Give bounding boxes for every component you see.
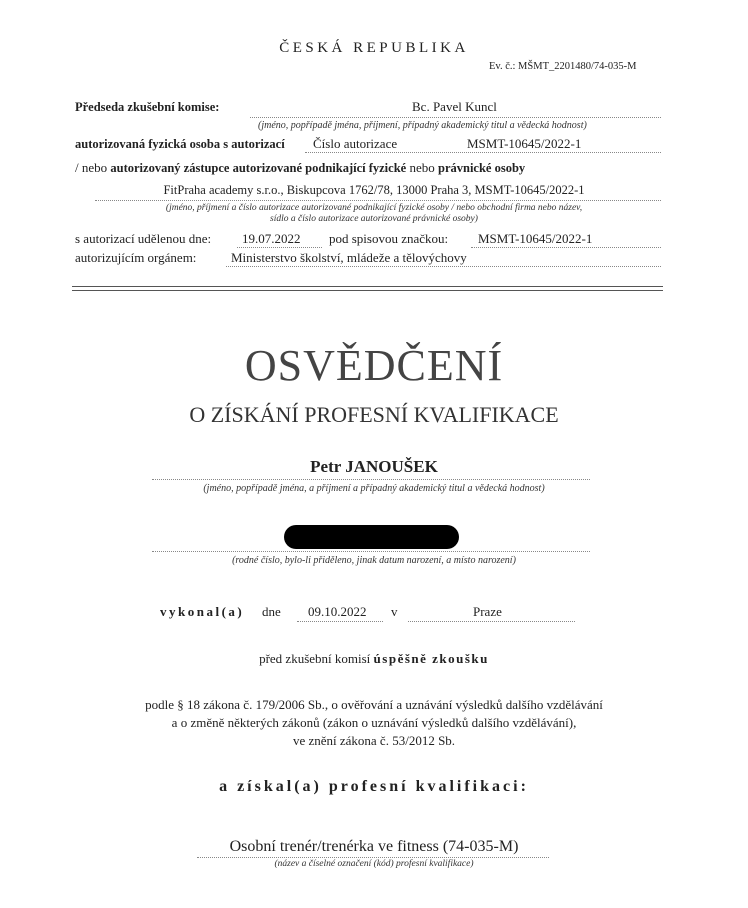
country-heading: ČESKÁ REPUBLIKA xyxy=(279,40,469,56)
committee-exam-text xyxy=(0,651,748,667)
representative-mid: nebo xyxy=(406,160,438,175)
birth-dotted-line xyxy=(152,551,590,552)
organization-note-2: sídlo a číslo autorizace autorizované právnické osoby) xyxy=(270,214,478,224)
birth-note xyxy=(0,555,748,566)
law-line-1: podle § 18 zákona č. 179/2006 Sb., o ověřování a uznávání výsledků dalšího vzdělávání xyxy=(145,697,603,712)
qualification-heading: a získal(a) profesní kvalifikaci: xyxy=(219,778,529,795)
representative-bold-2: právnické osoby xyxy=(438,161,526,175)
chair-name: Bc. Pavel Kuncl xyxy=(412,99,497,114)
file-number: MSMT-10645/2022-1 xyxy=(478,231,593,246)
qualification-name: Osobní trenér/trenérka ve fitness (74-035-M) xyxy=(229,838,519,855)
authority-label: autorizujícím orgánem: xyxy=(75,250,197,265)
organization-note-1: (jméno, příjmení a číslo autorizace autorizované podnikající fyzické osoby / nebo obchodní firma nebo název, xyxy=(165,203,583,213)
authorization-dotted-line xyxy=(305,152,661,153)
authority: Ministerstvo školství, mládeže a tělovýchovy xyxy=(231,250,467,265)
granted-label: s autorizací udělenou dne: xyxy=(75,231,212,246)
authority-dotted-line xyxy=(226,266,661,267)
chair-dotted-line xyxy=(250,117,661,118)
separator-rule-bottom xyxy=(72,290,663,291)
law-line-3: ve znění zákona č. 53/2012 Sb. xyxy=(292,733,456,748)
certificate-title: OSVĚDČENÍ xyxy=(244,341,504,390)
holder-note xyxy=(0,483,748,494)
organization: FitPraha academy s.r.o., Biskupcova 1762/78, 13000 Praha 3, MSMT-10645/2022-1 xyxy=(163,183,585,197)
authorized-person-label: autorizovaná fyzická osoba s autorizací xyxy=(75,137,285,151)
performed-label: vykonal(a) xyxy=(160,604,245,619)
chair-note: (jméno, popřípadě jména, příjmení, případný akademický titul a vědecká hodnost) xyxy=(258,120,587,131)
evidence-number: Ev. č.: MŠMT_2201480/74-035-M xyxy=(489,61,637,72)
holder-name xyxy=(0,457,748,477)
representative-bold-1: autorizovaný zástupce autorizované podnikající fyzické xyxy=(110,161,407,175)
holder-first-name: Petr xyxy=(310,457,346,476)
chair-label: Předseda zkušební komise: xyxy=(75,100,220,114)
granted-date: 19.07.2022 xyxy=(242,231,301,246)
representative-prefix: / nebo xyxy=(75,160,111,175)
holder-last-name: JANOUŠEK xyxy=(345,457,438,476)
file-label: pod spisovou značkou: xyxy=(329,231,449,246)
organization-dotted-line xyxy=(95,200,661,201)
holder-dotted-line xyxy=(152,479,590,480)
exam-place: Praze xyxy=(473,604,502,619)
exam-place-dotted-line xyxy=(408,621,575,622)
certificate-subtitle: O ZÍSKÁNÍ PROFESNÍ KVALIFIKACE xyxy=(189,402,559,427)
exam-date-dotted-line xyxy=(297,621,383,622)
granted-dotted-line xyxy=(237,247,322,248)
authorization-number: MSMT-10645/2022-1 xyxy=(467,136,582,151)
separator-rule-top xyxy=(72,286,663,287)
exam-date: 09.10.2022 xyxy=(308,604,367,619)
date-label: dne xyxy=(262,604,281,619)
file-dotted-line xyxy=(471,247,661,248)
representative-line xyxy=(75,160,525,176)
committee-text: před zkušební komisí xyxy=(259,651,374,666)
place-label: v xyxy=(391,604,398,619)
qualification-dotted-line xyxy=(197,857,549,858)
authorization-number-label: Číslo autorizace xyxy=(313,136,398,151)
law-line-2: a o změně některých zákonů (zákon o uznávání výsledků dalšího vzdělávání), xyxy=(171,715,577,730)
holder-note-text: (jméno, popřípadě jména, a příjmení a případný akademický titul a vědecká hodnost) xyxy=(203,483,545,494)
success-text: úspěšně zkoušku xyxy=(373,651,489,666)
birth-note-text: (rodné číslo, bylo-li přiděleno, jinak datum narození, a místo narození) xyxy=(232,555,516,566)
redaction-bar xyxy=(284,525,459,549)
qualification-note: (název a číselné označení (kód) profesní kvalifikace) xyxy=(274,859,474,869)
